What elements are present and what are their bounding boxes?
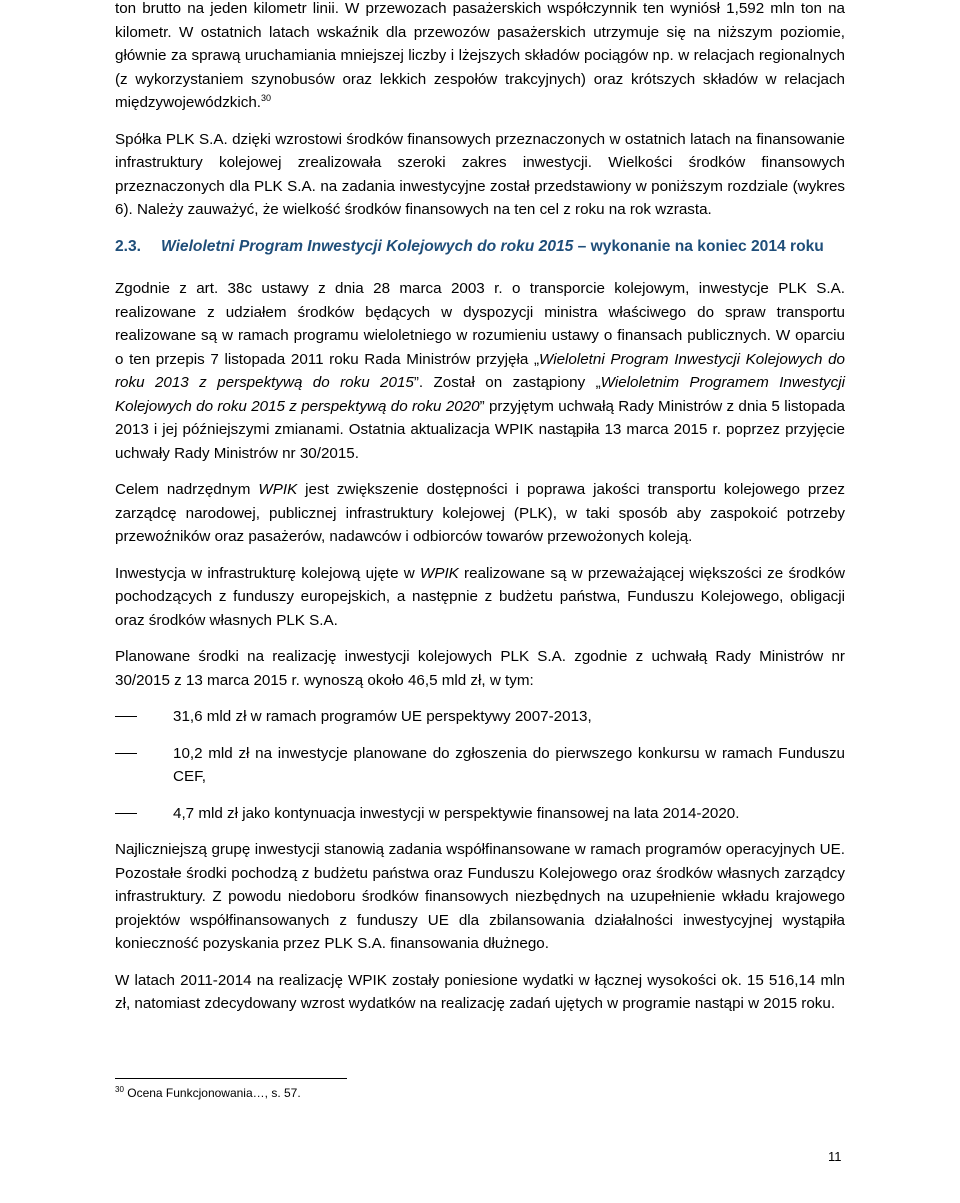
section-title-italic: Wieloletni Program Inwestycji Kolejowych do roku 2015 <box>161 237 574 255</box>
dash-bullet-icon <box>115 813 137 814</box>
list-item-text: 10,2 mld zł na inwestycje planowane do zgłoszenia do pierwszego konkursu w ramach Funduszu CEF, <box>173 744 845 785</box>
list-item-text: 31,6 mld zł w ramach programów UE perspektywy 2007-2013, <box>173 708 592 725</box>
footnote <box>115 1085 301 1101</box>
paragraph-eu-cofinanced: Najliczniejszą grupę inwestycji stanowią zadania współfinansowane w ramach programów operacyjnych UE. Pozostałe środki pochodzą z budżetu państwa oraz Funduszu Kolejowego oraz środków własnych zarządcy infrastruktury. Z powodu niedoboru środków finansowych niezbędnych na uzupełnienie wkładu krajowego projektów współfinansowanych z funduszy UE dla zbilansowania działalności inwestycyjnej wystąpiła konieczność pozyskania przez PLK S.A. finansowania dłużnego. <box>115 841 845 952</box>
paragraph-text: ton brutto na jeden kilometr linii. W przewozach pasażerskich współczynnik ten wyniósł 1,592 mln ton na kilometr. W ostatnich latach wskaźnik dla przewozów pasażerskich utrzymuje się na niższym poziomie, głównie za sprawą uruchamiania mniejszej liczby i lżejszych składów pociągów np. w relacjach regionalnych (z wykorzystaniem szynobusów oraz lekkich zespołów trakcyjnych) oraz krótszych składów w relacjach międzywojewódzkich. <box>115 0 845 111</box>
section-title-rest: – wykonanie na koniec 2014 roku <box>573 237 824 255</box>
dash-bullet-icon <box>115 753 137 754</box>
paragraph-legal-basis <box>115 277 845 465</box>
program-title-2015: Wieloletnim Programem Inwestycji Kolejowych do roku 2015 z perspektywą do roku 2020 <box>115 374 845 415</box>
footnote-divider <box>115 1078 347 1079</box>
section-number: 2.3. <box>115 237 142 255</box>
footnote-number: 30 <box>115 1085 124 1094</box>
footnote-reference[interactable]: 30 <box>261 92 272 103</box>
text-run: ” przyjętym uchwałą Rady Ministrów z dnia 5 listopada 2013 i jej późniejszymi zmianami. Ostatnia aktualizacja WPIK nastąpiła 13 marca 2015 r. poprzez przyjęcie uchwały Rady Ministrów nr 30/2015. <box>115 397 845 462</box>
text-run: Celem nadrzędnym <box>115 481 259 498</box>
list-item <box>115 742 845 789</box>
paragraph-wpik-goal <box>115 478 845 549</box>
wpik-abbrev: WPIK <box>419 564 459 582</box>
text-run: Zgodnie z art. 38c ustawy z dnia 28 marca 2003 r. o transporcie kolejowym, inwestycje PLK S.A. realizowane z udziałem środków będących w dyspozycji ministra właściwego do spraw transportu realizowane są w ramach programu wieloletniego w rozumieniu ustawy o finansach publicznych. W oparciu o ten przepis 7 listopada 2011 roku Rada Ministrów przyjęła „ <box>115 280 845 368</box>
text-run: ”. Został on zastąpiony „ <box>413 374 601 391</box>
list-item-text: 4,7 mld zł jako kontynuacja inwestycji w perspektywie finansowej na lata 2014-2020. <box>173 804 740 822</box>
paragraph-plk-investments: Spółka PLK S.A. dzięki wzrostowi środków finansowych przeznaczonych w ostatnich latach na finansowanie infrastruktury kolejowej zrealizowała szeroki zakres inwestycji. Wielkości środków finansowych przeznaczonych dla PLK S.A. na zadania inwestycyjne został przedstawiony w poniższym rozdziale (wykres 6). Należy zauważyć, że wielkość środków finansowych na ten cel z roku na rok wzrasta. <box>115 130 845 218</box>
paragraph-load-density <box>115 0 845 115</box>
page-number: 11 <box>828 1149 842 1164</box>
paragraph-planned-funds: Planowane środki na realizację inwestycji kolejowych PLK S.A. zgodnie z uchwałą Rady Ministrów nr 30/2015 z 13 marca 2015 r. wynoszą około 46,5 mld zł, w tym: <box>115 648 845 689</box>
text-run: realizowane są w przeważającej większości ze środków pochodzących z funduszy europejskich, a następnie z budżetu państwa, Funduszu Kolejowego, obligacji oraz środków własnych PLK S.A. <box>115 564 846 629</box>
program-title-2013: Wieloletni Program Inwestycji Kolejowych do roku 2013 z perspektywą do roku 2015 <box>115 350 845 391</box>
section-heading <box>115 235 845 259</box>
dash-bullet-icon <box>115 716 137 717</box>
text-run: jest zwiększenie dostępności i poprawa jakości transportu kolejowego przez zarządcę narodowej, publicznej infrastruktury kolejowej (PLK), w taki sposób aby zaspokoić potrzeby przewoźników oraz pasażerów, nadawców i odbiorców towarów przewożonych koleją. <box>115 481 845 545</box>
list-item <box>115 802 845 826</box>
wpik-abbrev: WPIK <box>258 481 298 498</box>
page-body <box>115 0 845 1016</box>
list-item <box>115 705 845 729</box>
paragraph-expenditures: W latach 2011-2014 na realizację WPIK zostały poniesione wydatki w łącznej wysokości ok. 15 516,14 mln zł, natomiast zdecydowany wzrost wydatków na realizację zadań ujętych w programie nastąpi w 2015 roku. <box>115 971 845 1012</box>
funds-breakdown-list <box>115 705 845 825</box>
footnote-text: Ocena Funkcjonowania…, s. 57. <box>123 1086 301 1100</box>
paragraph-funding-sources <box>115 562 845 633</box>
text-run: Inwestycja w infrastrukturę kolejową ujęte w <box>115 564 420 582</box>
